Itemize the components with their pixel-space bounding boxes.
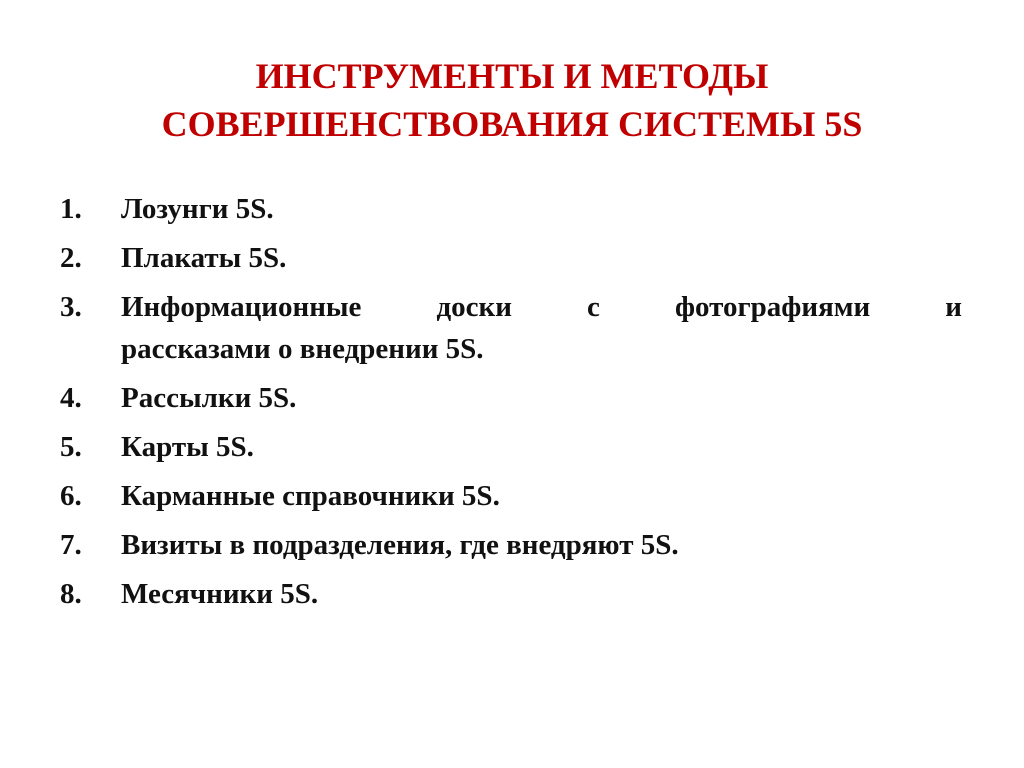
list-item-text: Лозунги 5S.: [121, 193, 274, 225]
list-item: [60, 573, 962, 615]
list-item-number: 2.: [60, 242, 82, 274]
list-item-number: 4.: [60, 382, 82, 414]
slide-title-line-1: ИНСТРУМЕНТЫ И МЕТОДЫ: [255, 56, 769, 96]
list-item: [60, 377, 962, 419]
list-item: [60, 286, 962, 370]
list-item-number: 5.: [60, 431, 82, 463]
list-item-number: 3.: [60, 291, 82, 323]
list-item-text-line-1: Информационные доски с фотографиями и: [121, 291, 962, 323]
list-item-text: Рассылки 5S.: [121, 382, 297, 414]
list-item: [60, 426, 962, 468]
list-item-number: 7.: [60, 529, 82, 561]
list-item-text-line-2: рассказами о внедрении 5S.: [121, 333, 484, 365]
list-item-number: 1.: [60, 193, 82, 225]
list-item-text: Карманные справочники 5S.: [121, 480, 500, 512]
list-item: [60, 524, 962, 566]
list-item: [60, 188, 962, 230]
list-item: [60, 475, 962, 517]
list-item-text: Плакаты 5S.: [121, 242, 287, 274]
list-item-number: 8.: [60, 578, 82, 610]
list-item-text: Визиты в подразделения, где внедряют 5S.: [121, 529, 679, 561]
tools-list: [60, 188, 962, 622]
slide-title: [0, 52, 1024, 148]
list-item-text: Месячники 5S.: [121, 578, 319, 610]
list-item-number: 6.: [60, 480, 82, 512]
list-item: [60, 237, 962, 279]
slide-title-line-2: СОВЕРШЕНСТВОВАНИЯ СИСТЕМЫ 5S: [161, 104, 863, 144]
list-item-text: Карты 5S.: [121, 431, 254, 463]
